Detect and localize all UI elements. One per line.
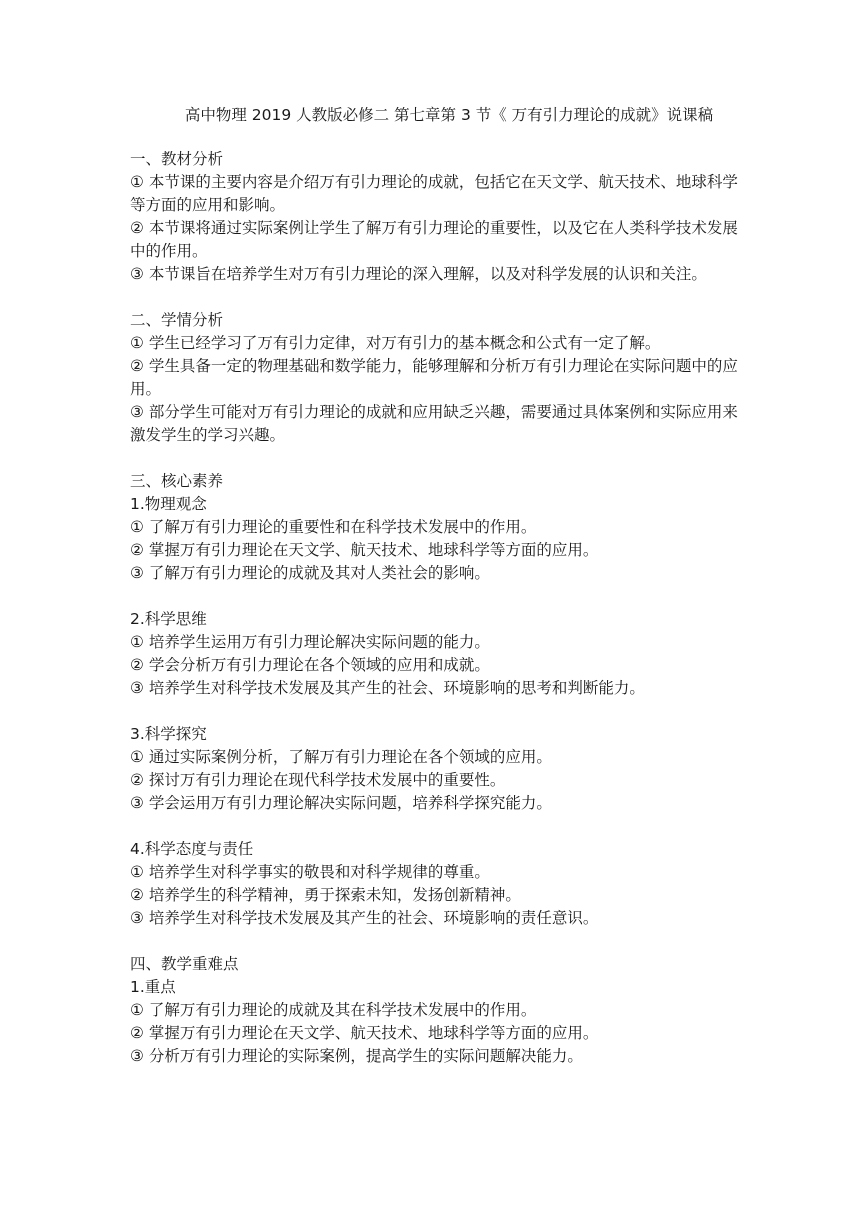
subsection-heading: 2.科学思维 <box>130 610 207 628</box>
section-heading: 四、教学重难点 <box>130 955 239 973</box>
paragraph: ① 培养学生运用万有引力理论解决实际问题的能力。 <box>130 633 490 651</box>
document-body <box>130 148 740 1068</box>
paragraph: ② 探讨万有引力理论在现代科学技术发展中的重要性。 <box>130 771 506 789</box>
paragraph: ③ 培养学生对科学技术发展及其产生的社会、环境影响的思考和判断能力。 <box>130 679 645 697</box>
paragraph: ② 学会分析万有引力理论在各个领域的应用和成就。 <box>130 656 490 674</box>
paragraph: ① 本节课的主要内容是介绍万有引力理论的成就，包括它在天文学、航天技术、地球科学等方面的应用和影响。 <box>130 173 738 214</box>
paragraph: ② 培养学生的科学精神，勇于探索未知，发扬创新精神。 <box>130 886 521 904</box>
paragraph: ③ 分析万有引力理论的实际案例，提高学生的实际问题解决能力。 <box>130 1047 583 1065</box>
paragraph: ③ 本节课旨在培养学生对万有引力理论的深入理解，以及对科学发展的认识和关注。 <box>130 265 707 283</box>
section-heading: 二、学情分析 <box>130 311 224 329</box>
paragraph: ② 掌握万有引力理论在天文学、航天技术、地球科学等方面的应用。 <box>130 541 599 559</box>
paragraph: ① 了解万有引力理论的重要性和在科学技术发展中的作用。 <box>130 518 537 536</box>
paragraph: ① 培养学生对科学事实的敬畏和对科学规律的尊重。 <box>130 863 490 881</box>
paragraph: ③ 培养学生对科学技术发展及其产生的社会、环境影响的责任意识。 <box>130 909 599 927</box>
subsection-heading: 1.物理观念 <box>130 495 207 513</box>
paragraph: ③ 学会运用万有引力理论解决实际问题，培养科学探究能力。 <box>130 794 552 812</box>
paragraph: ① 通过实际案例分析，了解万有引力理论在各个领域的应用。 <box>130 748 552 766</box>
paragraph: ② 本节课将通过实际案例让学生了解万有引力理论的重要性，以及它在人类科学技术发展中的作用。 <box>130 219 738 260</box>
section-heading: 一、教材分析 <box>130 150 224 168</box>
paragraph: ② 掌握万有引力理论在天文学、航天技术、地球科学等方面的应用。 <box>130 1024 599 1042</box>
paragraph: ③ 了解万有引力理论的成就及其对人类社会的影响。 <box>130 564 490 582</box>
paragraph: ② 学生具备一定的物理基础和数学能力，能够理解和分析万有引力理论在实际问题中的应用。 <box>130 357 738 398</box>
document-title: 高中物理 2019 人教版必修二 第七章第 3 节《 万有引力理论的成就》说课稿 <box>184 106 714 124</box>
paragraph: ③ 部分学生可能对万有引力理论的成就和应用缺乏兴趣，需要通过具体案例和实际应用来激发学生的学习兴趣。 <box>130 403 738 444</box>
subsection-heading: 4.科学态度与责任 <box>130 840 254 858</box>
paragraph: ① 了解万有引力理论的成就及其在科学技术发展中的作用。 <box>130 1001 537 1019</box>
paragraph: ① 学生已经学习了万有引力定律，对万有引力的基本概念和公式有一定了解。 <box>130 334 661 352</box>
subsection-heading: 1.重点 <box>130 978 176 996</box>
section-heading: 三、核心素养 <box>130 472 224 490</box>
subsection-heading: 3.科学探究 <box>130 725 207 743</box>
